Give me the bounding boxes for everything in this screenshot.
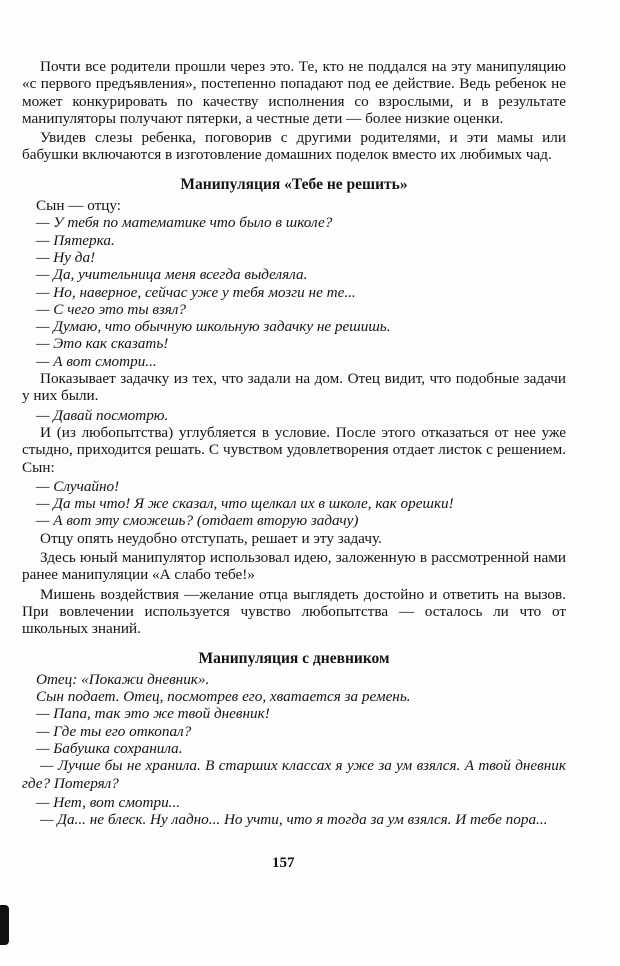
paragraph: Увидев слезы ребенка, поговорив с другими родителями, и эти мамы или бабушки включаются в изготовление домашних поделок вместо их любимых чад. [22, 129, 566, 164]
dialogue-line: — Это как сказать! [36, 335, 169, 353]
dialogue-line: — Лучше бы не хранила. В старших классах я уже за ум взялся. А твой дневник где? Потерял? [22, 757, 566, 792]
dialogue-line: — Да... не блеск. Ну ладно... Но учти, что я тогда за ум взялся. И тебе пора... [40, 811, 548, 829]
scan-artifact [0, 905, 9, 945]
dialogue-line: — Бабушка сохранила. [36, 739, 183, 757]
paragraph: Здесь юный манипулятор использовал идею, заложенную в рассмотренной нами ранее манипуляции «А слабо тебе!» [22, 549, 566, 584]
page-number: 157 [272, 855, 295, 871]
dialogue-line: — Нет, вот смотри... [36, 793, 181, 811]
dialogue-line: — Давай посмотрю. [36, 406, 169, 424]
dialogue-line: — Где ты его откопал? [36, 722, 192, 740]
dialogue-line: — Ну да! [36, 248, 96, 266]
dialogue-line: — Да, учительница меня всегда выделяла. [36, 266, 308, 284]
dialogue-line: — У тебя по математике что было в школе? [36, 214, 333, 232]
paragraph: Мишень воздействия —желание отца выглядеть достойно и ответить на вызов. При вовлечении используется чувство любопытства — осталось ли что от школьных знаний. [22, 585, 566, 638]
dialogue-line: — Случайно! [36, 477, 120, 495]
dialogue-line: — С чего это ты взял? [36, 300, 187, 318]
section-heading: Манипуляция «Тебе не решить» [180, 175, 408, 193]
dialogue-line: — А вот смотри... [36, 352, 157, 370]
section-heading: Манипуляция с дневником [198, 649, 390, 667]
dialogue-line: Отец: «Покажи дневник». [36, 670, 210, 688]
dialogue-line: — Но, наверное, сейчас уже у тебя мозги не те... [36, 283, 356, 301]
dialogue-line: — Да ты что! Я же сказал, что щелкал их в школе, как орешки! [36, 495, 454, 513]
dialogue-line: Сын подает. Отец, посмотрев его, хватается за ремень. [36, 688, 411, 706]
dialogue-line: — Думаю, что обычную школьную задачку не решишь. [36, 318, 391, 336]
paragraph: Почти все родители прошли через это. Те, кто не поддался на эту манипуляцию «с первого предъявления», постепенно попадают под ее действие. Ведь ребенок не может конкурировать по качеству исполнения со взрослыми, и в результате манипуляторы получают пятерки, а честные дети — более низкие оценки. [22, 58, 566, 127]
dialogue-line: — Пятерка. [36, 231, 115, 249]
page-body [22, 58, 566, 830]
paragraph: И (из любопытства) углубляется в условие. После этого отказаться от нее уже стыдно, приходится решать. С чувством удовлетворения отдает листок с решением. Сын: [22, 423, 566, 476]
paragraph: Отцу опять неудобно отступать, решает и эту задачу. [40, 529, 382, 547]
dialogue-intro: Сын — отцу: [36, 197, 122, 215]
paragraph: Показывает задачку из тех, что задали на дом. Отец видит, что подобные задачи у них были. [22, 370, 566, 405]
dialogue-line: — Папа, так это же твой дневник! [36, 705, 270, 723]
dialogue-line: — А вот эту сможешь? (отдает вторую задачу) [36, 512, 359, 530]
